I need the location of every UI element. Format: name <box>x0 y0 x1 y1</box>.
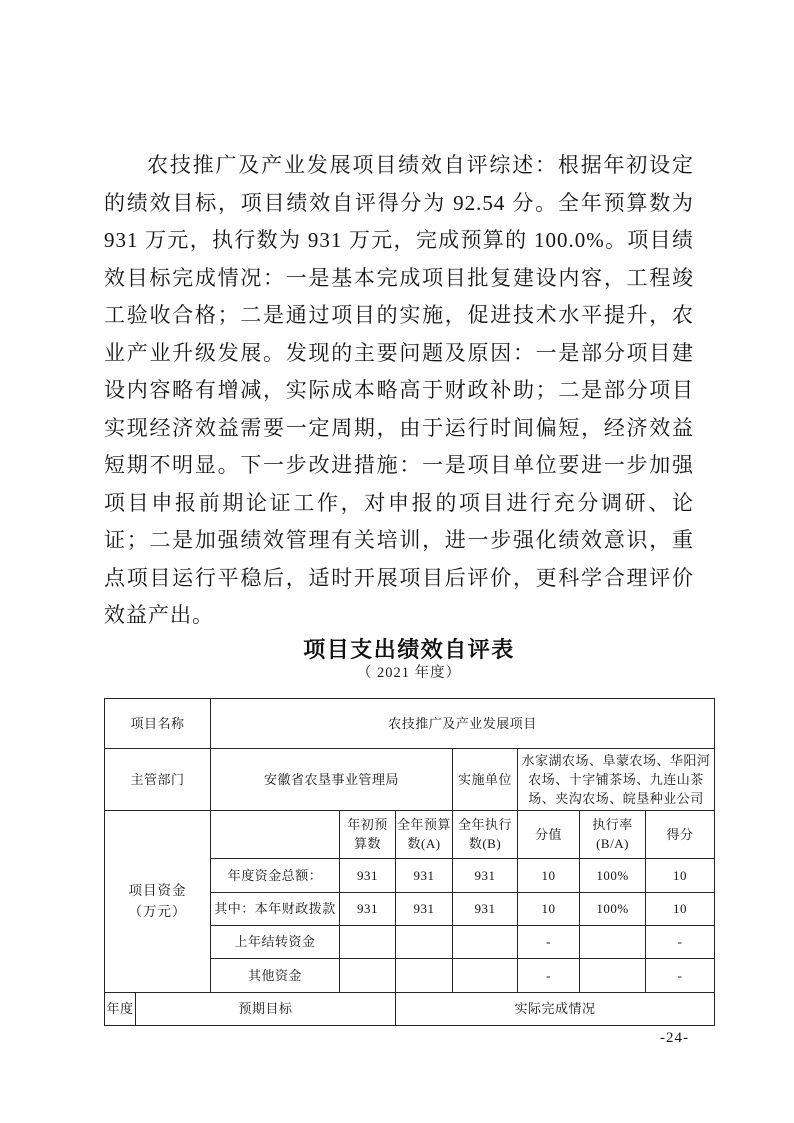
expected-goal-header-cell: 预期目标 <box>136 992 396 1025</box>
funds-value-cell: 10 <box>646 892 715 925</box>
funds-value-cell: 931 <box>340 858 396 892</box>
funds-value-cell: - <box>646 958 715 992</box>
table-title: 项目支出绩效自评表 <box>303 636 515 662</box>
col-header-annual-execution: 全年执行数(B) <box>453 810 518 858</box>
impl-unit-value-cell: 水家湖农场、阜蒙农场、华阳河农场、十字铺茶场、九连山茶场、夹沟农场、皖垦种业公司 <box>518 748 715 810</box>
funds-row-label: 其中：本年财政拨款 <box>211 892 340 925</box>
table-row <box>105 748 715 810</box>
self-evaluation-table <box>104 698 715 1026</box>
table-subtitle: （ 2021 年度） <box>356 664 462 681</box>
funds-value-cell <box>453 958 518 992</box>
impl-unit-label-cell: 实施单位 <box>453 748 518 810</box>
col-header-score-weight: 分值 <box>518 810 580 858</box>
funds-value-cell: 100% <box>580 858 646 892</box>
funds-value-cell: 100% <box>580 892 646 925</box>
funds-value-cell: - <box>518 925 580 958</box>
funds-value-cell <box>340 925 396 958</box>
funds-value-cell <box>580 958 646 992</box>
dept-label-cell: 主管部门 <box>105 748 211 810</box>
funds-label-unit: （万元） <box>128 904 187 919</box>
page-number: -24- <box>660 1029 689 1046</box>
funds-value-cell: 931 <box>396 858 453 892</box>
table-row <box>105 992 715 1025</box>
funds-value-cell: - <box>518 958 580 992</box>
table-row <box>105 698 715 748</box>
funds-value-cell: 10 <box>646 858 715 892</box>
funds-value-cell: 931 <box>453 892 518 925</box>
project-name-value-cell: 农技推广及产业发展项目 <box>211 698 715 748</box>
funds-corner-cell <box>211 810 340 858</box>
funds-row-label: 年度资金总额： <box>211 858 340 892</box>
funds-label-text: 项目资金 <box>128 883 187 898</box>
funds-value-cell <box>396 958 453 992</box>
col-header-initial-budget: 年初预算数 <box>340 810 396 858</box>
content-block <box>104 147 714 1047</box>
funds-value-cell: 10 <box>518 858 580 892</box>
project-name-label-cell: 项目名称 <box>105 698 211 748</box>
funds-value-cell: 10 <box>518 892 580 925</box>
funds-value-cell <box>580 925 646 958</box>
annual-label-cell: 年度 <box>105 992 136 1025</box>
col-header-execution-rate: 执行率(B/A) <box>580 810 646 858</box>
funds-value-cell <box>396 925 453 958</box>
col-header-score: 得分 <box>646 810 715 858</box>
funds-value-cell: 931 <box>453 858 518 892</box>
funds-row-label: 上年结转资金 <box>211 925 340 958</box>
dept-value-cell: 安徽省农垦事业管理局 <box>211 748 453 810</box>
funds-label-cell <box>105 810 211 992</box>
col-header-annual-budget: 全年预算数(A) <box>396 810 453 858</box>
summary-paragraph: 农技推广及产业发展项目绩效自评综述：根据年初设定的绩效目标，项目绩效自评得分为 92.54 分。全年预算数为 931 万元，执行数为 931 万元，完成预算的 100.0%。项目绩效目标完成情况：一是基本完成项目批复建设内容，工程竣工验收合格；二是通过项目的实施，促进技术水平提升，农业产业升级发展。发现的主要问题及原因：一是部分项目建设内容略有增减，实际成本略高于财政补助；二是部分项目实现经济效益需要一定周期，由于运行时间偏短，经济效益短期不明显。下一步改进措施：一是项目单位要进一步加强项目申报前期论证工作，对申报的项目进行充分调研、论证；二是加强绩效管理有关培训，进一步强化绩效意识，重点项目运行平稳后，适时开展项目后评价，更科学合理评价效益产出。 <box>104 153 694 627</box>
actual-completion-header-cell: 实际完成情况 <box>396 992 715 1025</box>
funds-value-cell: 931 <box>340 892 396 925</box>
funds-value-cell: - <box>646 925 715 958</box>
table-row <box>105 810 715 858</box>
funds-value-cell <box>453 925 518 958</box>
funds-value-cell <box>340 958 396 992</box>
funds-value-cell: 931 <box>396 892 453 925</box>
funds-row-label: 其他资金 <box>211 958 340 992</box>
